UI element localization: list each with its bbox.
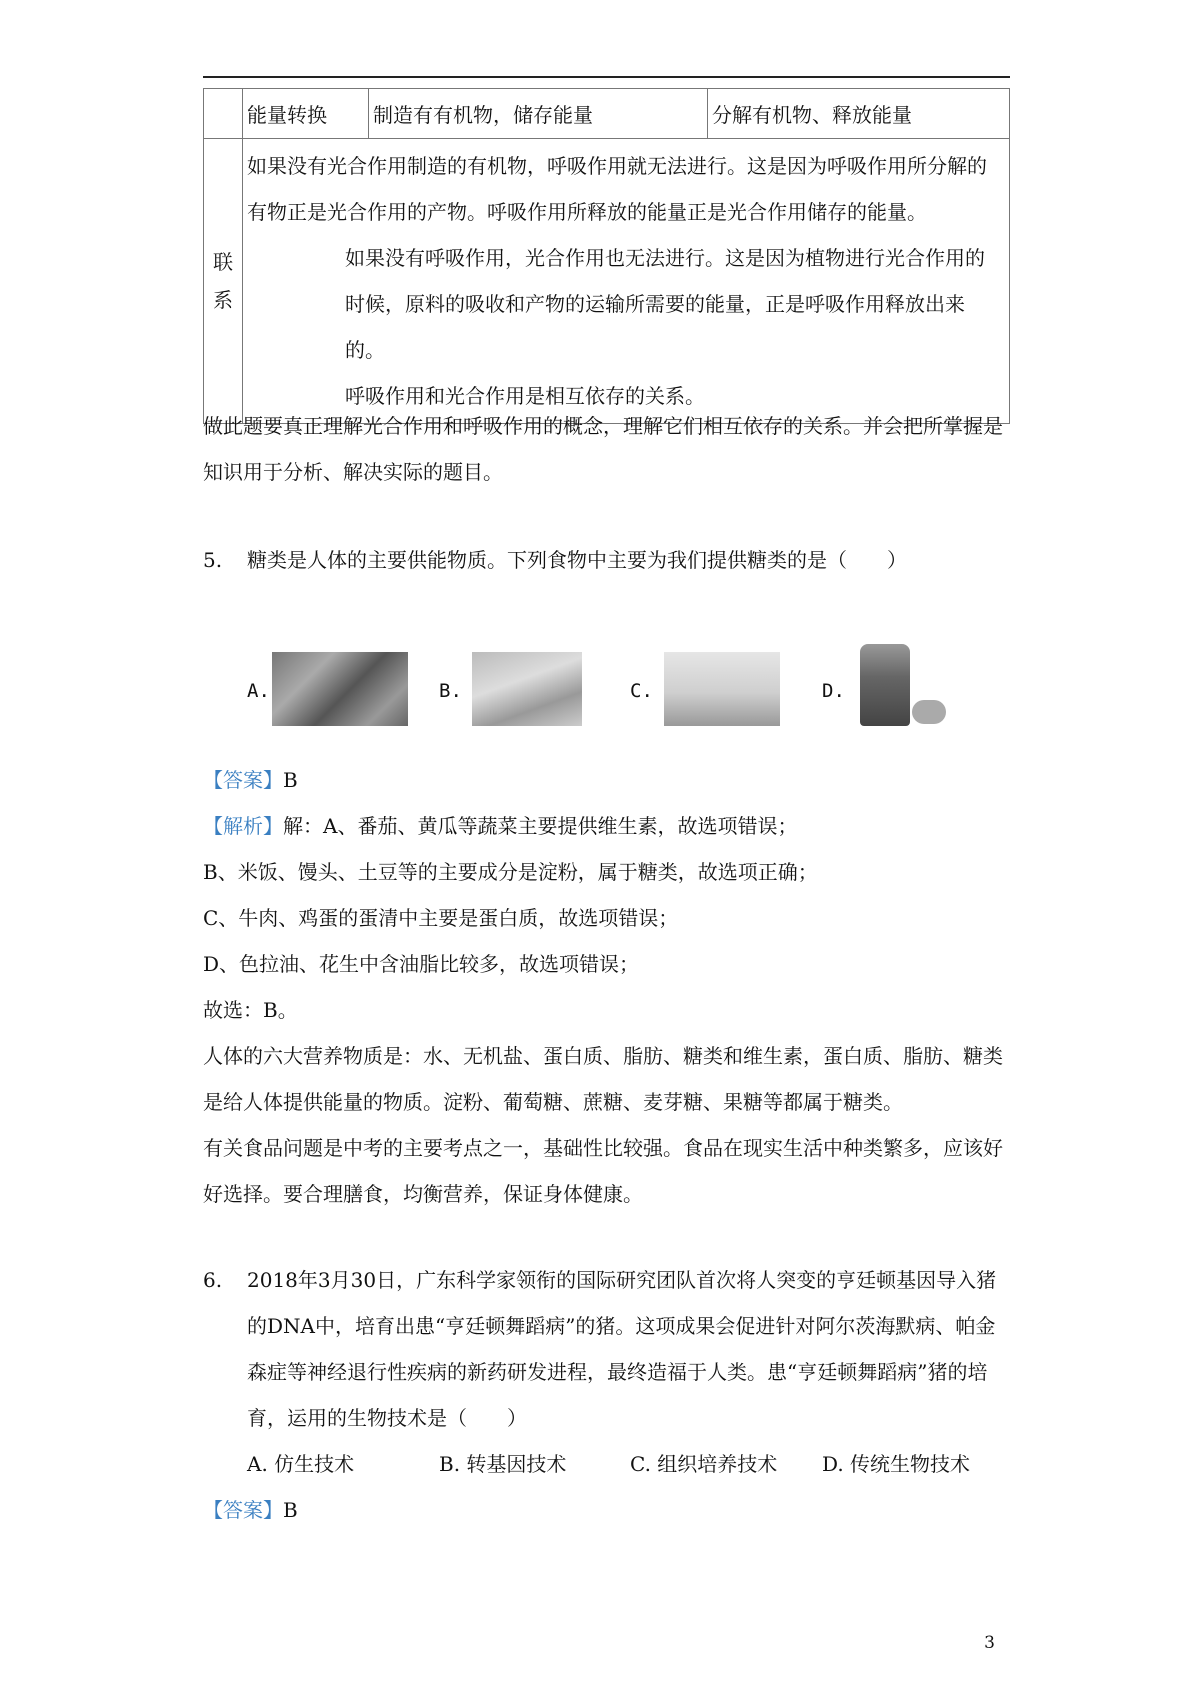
analysis-line: 【解析】解：A、番茄、黄瓜等蔬菜主要提供维生素，故选项错误； (203, 814, 798, 838)
question-number: 6. (203, 1268, 223, 1292)
analysis-line: B、米饭、馒头、土豆等的主要成分是淀粉，属于糖类，故选项正确； (203, 860, 818, 884)
table-row (204, 89, 1010, 139)
vegetables-image (272, 652, 408, 726)
option-c: C. 组织培养技术 (630, 1452, 778, 1476)
option-b-label: B. (439, 680, 462, 702)
header-rule (203, 76, 1010, 78)
relation-para-3: 呼吸作用和光合作用是相互依存的关系。 (345, 384, 705, 408)
answer-line (203, 757, 298, 803)
analysis-tag: 【解析】 (203, 814, 283, 838)
relation-text (243, 139, 1010, 424)
option-b: B. 转基因技术 (439, 1452, 567, 1476)
relation-para-1: 如果没有光合作用制造的有机物，呼吸作用就无法进行。这是因为呼吸作用所分解的有物正是光合作用的产物。呼吸作用所释放的能量正是光合作用储存的能量。 (247, 154, 987, 224)
comparison-table (203, 88, 1010, 424)
row-label-energy: 能量转换 (243, 89, 369, 139)
page-number: 3 (984, 1633, 995, 1653)
option-a-label: A. (247, 680, 270, 702)
analysis-line: D、色拉油、花生中含油脂比较多，故选项错误； (203, 952, 640, 976)
answer-tag: 【答案】 (203, 768, 283, 792)
answer-line (203, 1487, 298, 1533)
cell-photosynthesis: 制造有有机物，储存能量 (369, 89, 708, 139)
question-stem: 2018年3月30日，广东科学家领衔的国际研究团队首次将人突变的亨廷顿基因导入猪的DNA中，培育出患“亨廷顿舞蹈病”的猪。这项成果会促进针对阿尔茨海默病、帕金森症等神经退行性疾病的新药研发进程，最终造福于人类。患“亨廷顿舞蹈病”猪的培育，运用的生物技术是（ ） (247, 1268, 997, 1430)
row-label-relation: 联 系 (204, 139, 243, 424)
summary-paragraph: 做此题要真正理解光合作用和呼吸作用的概念，理解它们相互依存的关系。并会把所掌握是知识用于分析、解决实际的题目。 (203, 414, 1003, 484)
question-stem: 糖类是人体的主要供能物质。下列食物中主要为我们提供糖类的是（ ） (247, 548, 907, 572)
option-a: A. 仿生技术 (247, 1452, 355, 1476)
oil-bottle-image (860, 644, 910, 726)
option-c-label: C. (630, 680, 653, 702)
relation-para-2: 如果没有呼吸作用，光合作用也无法进行。这是因为植物进行光合作用的时候，原料的吸收和产物的运输所需要的能量，正是呼吸作用释放出来的。 (345, 246, 985, 362)
table-row (204, 139, 1010, 424)
staple-food-image (472, 652, 582, 726)
peanuts-image (912, 700, 946, 724)
option-d-label: D. (822, 680, 845, 702)
option-d: D. 传统生物技术 (822, 1452, 971, 1476)
cell-respiration: 分解有机物、释放能量 (708, 89, 1010, 139)
analysis-line: C、牛肉、鸡蛋的蛋清中主要是蛋白质，故选项错误； (203, 906, 679, 930)
answer-value: B (283, 1498, 298, 1522)
analysis-paragraph: 有关食品问题是中考的主要考点之一，基础性比较强。食品在现实生活中种类繁多，应该好好选择。要合理膳食，均衡营养，保证身体健康。 (203, 1136, 1003, 1206)
answer-value: B (283, 768, 298, 792)
question-number: 5. (203, 548, 223, 572)
analysis-line: 故选：B。 (203, 998, 298, 1022)
milk-eggs-image (664, 652, 780, 726)
analysis-paragraph: 人体的六大营养物质是：水、无机盐、蛋白质、脂肪、糖类和维生素，蛋白质、脂肪、糖类是给人体提供能量的物质。淀粉、葡萄糖、蔗糖、麦芽糖、果糖等都属于糖类。 (203, 1044, 1003, 1114)
answer-tag: 【答案】 (203, 1498, 283, 1522)
